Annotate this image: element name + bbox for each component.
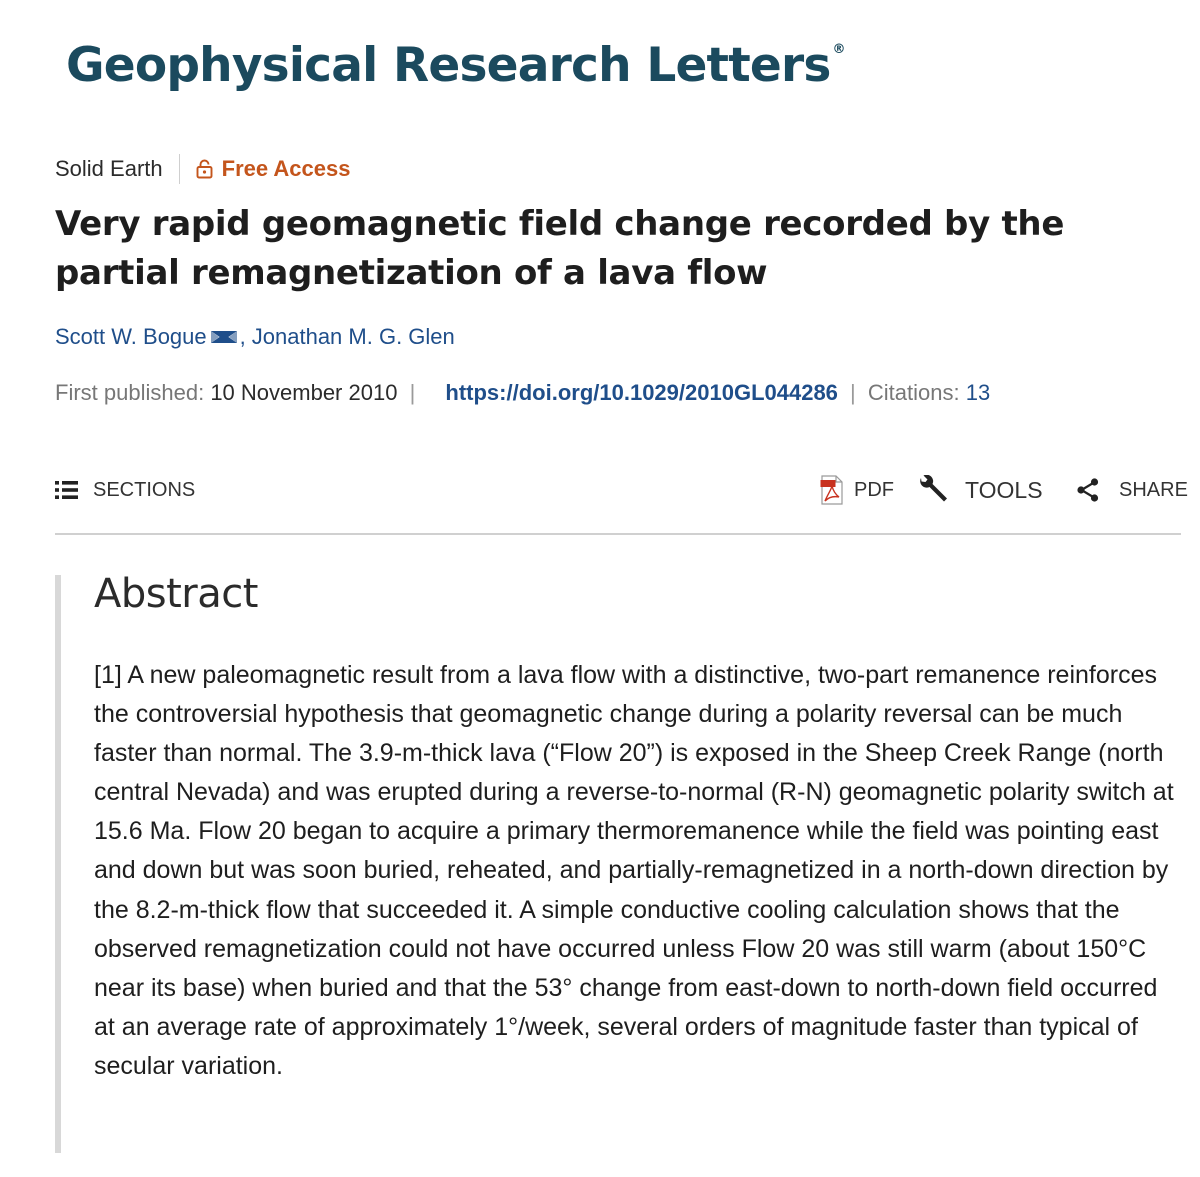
tools-label: TOOLS xyxy=(965,476,1043,503)
share-button[interactable] xyxy=(1075,466,1188,514)
article-toolbar xyxy=(55,466,1188,514)
separator: | xyxy=(850,380,856,405)
abstract-text: [1] A new paleomagnetic result from a lava flow with a distinctive, two-part remanence reinforces the controversial hypothesis that geomagnetic change during a polarity reversal can be much faster than normal. The 3.9-m-thick lava (“Flow 20”) is exposed in the Sheep Creek Range (north central Nevada) and was erupted during a reverse-to-normal (R-N) geomagnetic polarity switch at 15.6 Ma. Flow 20 began to acquire a primary thermoremanence while the field was pointing east and down but was soon buried, reheated, and partially-remagnetized in a north-down direction by the 8.2-m-thick flow that succeeded it. A simple conductive cooling calculation shows that the observed remagnetization could not have occurred unless Flow 20 was still warm (about 150°C near its base) when buried and that the 53° change from east-down to north-down field occurred at an average rate of approximately 1°/week, several orders of magnitude faster than typical of secular variation. xyxy=(94,661,1174,1080)
subject-category[interactable]: Solid Earth xyxy=(55,156,163,181)
free-access-badge xyxy=(196,156,351,182)
author-link[interactable]: Scott W. Bogue xyxy=(55,324,207,349)
journal-title-text: Geophysical Research Letters xyxy=(66,38,831,93)
citations-count-link[interactable]: 13 xyxy=(965,380,991,405)
sections-label: SECTIONS xyxy=(93,478,196,501)
article-meta-top xyxy=(55,152,350,186)
published-label: First published: xyxy=(55,380,205,405)
share-label: SHARE xyxy=(1119,478,1188,501)
pdf-icon xyxy=(820,475,844,505)
separator: | xyxy=(409,380,416,405)
pdf-button[interactable] xyxy=(820,466,894,514)
author-link[interactable]: Jonathan M. G. Glen xyxy=(251,324,455,349)
journal-title[interactable] xyxy=(66,38,845,93)
email-icon[interactable] xyxy=(209,327,239,347)
abstract-section xyxy=(55,571,1181,1153)
meta-divider xyxy=(179,154,180,184)
share-icon xyxy=(1075,477,1101,503)
publication-info xyxy=(55,380,990,406)
free-access-label: Free Access xyxy=(221,156,351,181)
pdf-label: PDF xyxy=(854,478,894,501)
unlock-icon xyxy=(196,159,213,179)
list-icon xyxy=(55,480,79,500)
wrench-icon xyxy=(917,475,951,505)
citations-label: Citations: xyxy=(867,380,960,405)
toolbar-divider xyxy=(55,533,1181,535)
tools-button[interactable] xyxy=(917,466,1043,514)
registered-mark: ® xyxy=(832,42,845,57)
article-title: Very rapid geomagnetic field change recorded by the partial remagnetization of a lava flow xyxy=(55,204,1065,293)
abstract-heading: Abstract xyxy=(94,571,258,617)
sections-button[interactable] xyxy=(55,466,195,514)
author-separator: , xyxy=(239,324,246,349)
doi-link[interactable]: https://doi.org/10.1029/2010GL044286 xyxy=(445,380,838,405)
author-list xyxy=(55,324,455,350)
published-date: 10 November 2010 xyxy=(210,380,398,405)
